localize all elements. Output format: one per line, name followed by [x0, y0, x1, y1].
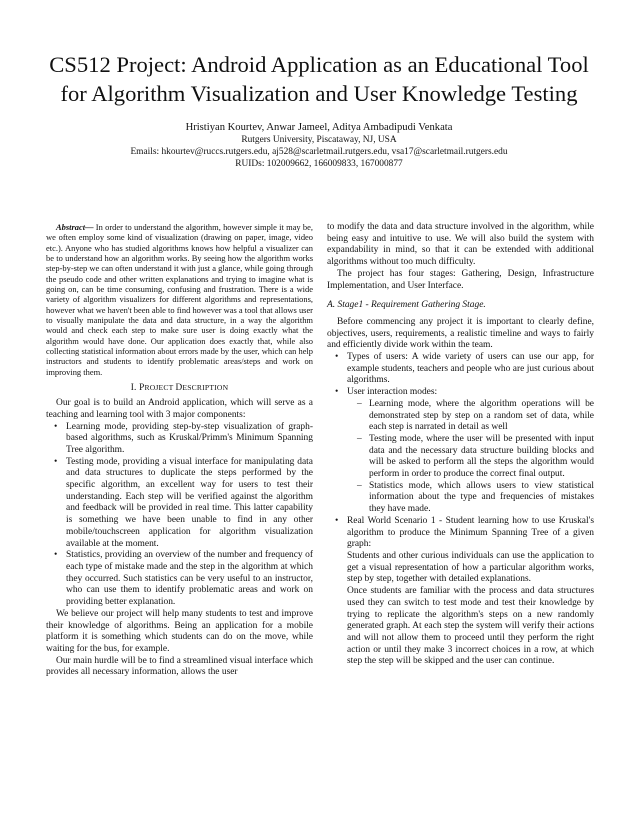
- paragraph: Our main hurdle will be to find a streamlined visual interface which provides all necessary information, allows the user: [46, 655, 313, 678]
- component-list: [46, 422, 313, 609]
- author-emails: Emails: hkourtev@ruccs.rutgers.edu, aj528@scarletmail.rutgers.edu, vsa17@scarletmail.rutgers.edu: [130, 147, 508, 157]
- list-item: • User interaction modes: – Learning mode, where the algorithm operations will be demonstrated step by step on a random set of data, while each step is narrated in detail as well – Testing mode, where the user will be presented with input data and the necessary data structure building blocks and will be asked to perform all the steps the algorithm would perform in order to produce the correct final output. – Statistics mode, which allows users to view statistical information about the type and frequencies of mistakes they have made.: [347, 387, 594, 516]
- list-item: • Testing mode, providing a visual interface for manipulating data and data structures to duplicate the steps performed by the specific algorithm, an excellent way for users to test their understanding. Each step will be verified against the algorithm and feedback will be provided in real time. This latter capability is something we have been unable to find in any other mobile/touchscreen application for algorithm visualization available at the moment.: [66, 457, 313, 551]
- subsection-heading: A. Stage1 - Requirement Gathering Stage.: [327, 300, 486, 311]
- list-item: • Statistics, providing an overview of the number and frequency of each type of mistake made and the step in the algorithm at which they occurred. Such statistics can be very useful to an instructor, who can use them to identify problematic areas and work on providing better explanation.: [66, 550, 313, 609]
- abstract: [46, 222, 313, 377]
- paragraph: Before commencing any project it is important to clearly define, objectives, users, requirements, a realistic timeline and ways to fairly and efficiently divide work within the team.: [327, 316, 594, 351]
- section-heading: I. PROJECT DESCRIPTION: [130, 383, 229, 394]
- list-item: – Statistics mode, which allows users to view statistical information about the type and frequencies of mistakes they have made.: [369, 481, 594, 516]
- mode-list: [347, 399, 594, 516]
- paper-title: CS512 Project: Android Application as an Educational Tool for Algorithm Visualization and User Knowledge Testing: [49, 52, 589, 106]
- requirements-list: [327, 352, 594, 668]
- section-intro: Our goal is to build an Android application, which will serve as a teaching and learning tool with 3 major components:: [46, 398, 313, 420]
- list-item: – Learning mode, where the algorithm operations will be demonstrated step by step on a random set of data, while each step is narrated in detail as well: [369, 399, 594, 434]
- abstract-label: Abstract—: [56, 222, 94, 232]
- list-item: – Testing mode, where the user will be presented with input data and the necessary data structure building blocks and will be asked to perform all the steps the algorithm would perform in order to produce the correct final output.: [369, 434, 594, 481]
- list-item: • Types of users: A wide variety of users can use our app, for example students, teachers and people who are just curious about algorithms.: [347, 352, 594, 387]
- author-list: Hristiyan Kourtev, Anwar Jameel, Aditya Ambadipudi Venkata: [185, 122, 453, 133]
- abstract-text: In order to understand the algorithm, however simple it may be, we often employ some kind of visualization (drawing on paper, image, video etc.). Anyone who has studied algorithms knows how helpful a visualizer can be to understand how an algorithm works. By seeing how the algorithm works step-by-step we can often understand it with just a glance, while going through the pseudo code and other written explanations and trying to imagine what is going on, can be time consuming, confusing and frustration. There is a wide variety of algorithm visualizers for different algorithms and representations, however what we haven't been able to find however was a tool that allows user to visually manipulate the data and data structure, in a way the algorithm would and check each step to make sure user is doing exactly what the algorithm would have done. Our application does exactly that, while also collecting statistical information about errors made by the user, which can help instructors and students to identify problematic areas/steps and work on improving them.: [46, 222, 313, 377]
- right-column: [327, 222, 594, 679]
- paragraph: The project has four stages: Gathering, Design, Infrastructure Implementation, and User Interface.: [327, 268, 594, 291]
- two-column-body: [46, 222, 594, 679]
- paragraph: We believe our project will help many students to test and improve their knowledge of algorithms. Being an application for a mobile platform it is something which students can do on the move, while waiting for the bus, for example.: [46, 608, 313, 654]
- author-ruids: RUIDs: 102009662, 166009833, 167000877: [235, 159, 403, 169]
- list-item: • Real World Scenario 1 - Student learning how to use Kruskal's algorithm to produce the Minimum Spanning Tree of a given graph: Students and other curious individuals can use the application to get a visual representation of how a particular algorithm works, step by step, together with detailed explanations. Once students are familiar with the process and data structures used they can switch to test mode and test their knowledge by trying to replicate the algorithm's steps on a new randomly generated graph. At each step the system will verify their actions and will not allow them to proceed until they perform the right action or until they make 3 incorrect choices in a row, at which step the step will be skipped and the user can continue.: [347, 516, 594, 668]
- list-item: • Learning mode, providing step-by-step visualization of graph-based algorithms, such as Kruskal/Primm's Minimum Spanning Tree algorithm.: [66, 422, 313, 457]
- left-column: [46, 222, 313, 679]
- affiliation: Rutgers University, Piscataway, NJ, USA: [241, 135, 397, 145]
- paragraph-continued: to modify the data and data structure involved in the algorithm, while being easy and intuitive to use. We will also build the system with expandability in mind, so that it can be extended with additional algorithms without too much difficulty.: [327, 222, 594, 268]
